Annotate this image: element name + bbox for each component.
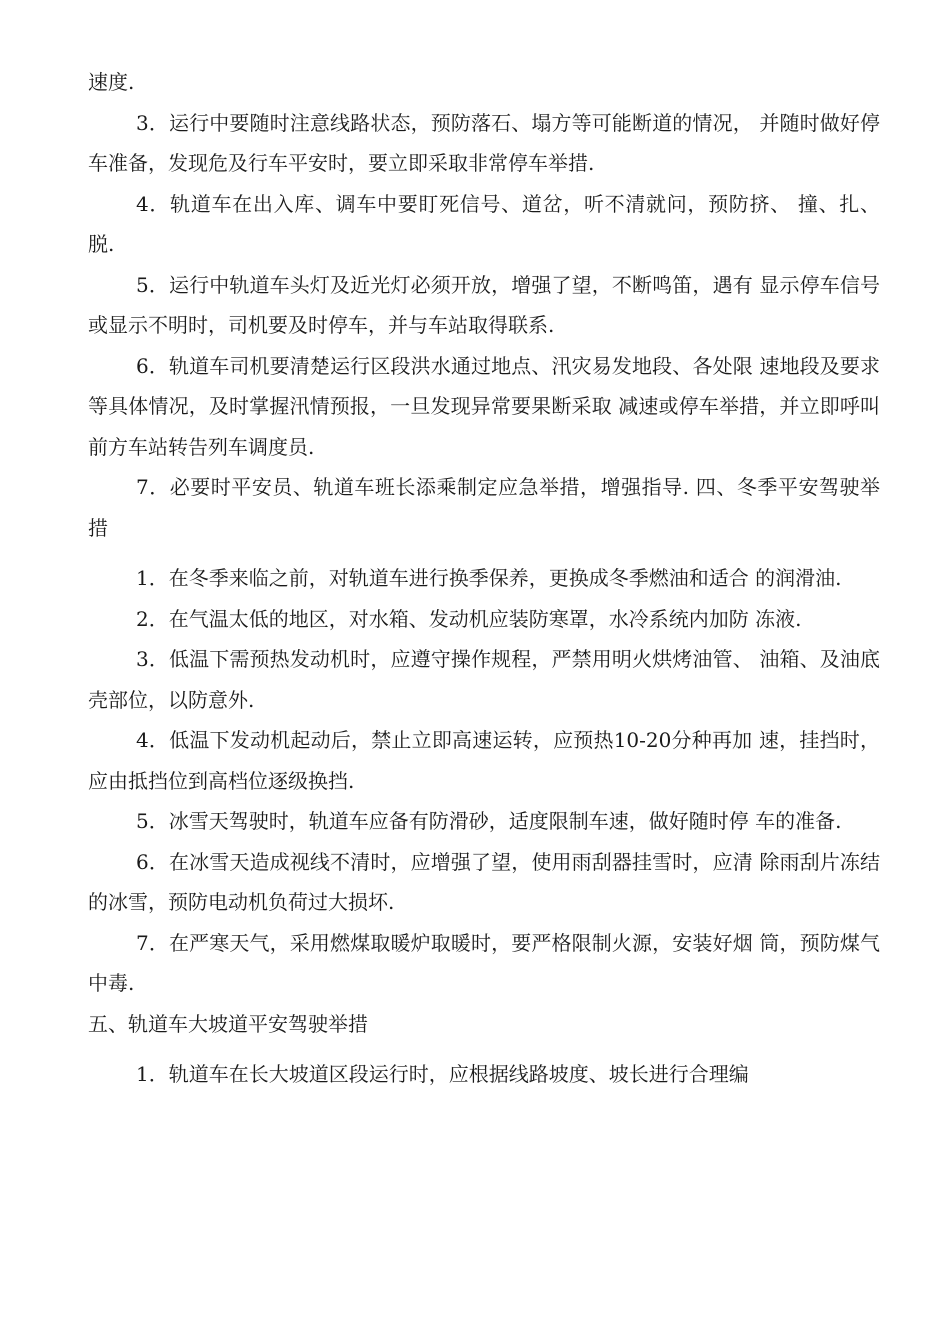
paragraph-flood-item-7: 7．必要时平安员、轨道车班长添乘制定应急举措，增强指导. 四、冬季平安驾驶举措	[88, 475, 880, 540]
document-body	[88, 62, 880, 1095]
paragraph-continuation: 速度.	[88, 70, 135, 94]
paragraph-flood-item-4: 4．轨道车在出入库、调车中要盯死信号、道岔，听不清就问，预防挤、 撞、扎、脱.	[88, 191, 880, 256]
paragraph-winter-item-5: 5．冰雪天驾驶时，轨道车应备有防滑砂，适度限制车速，做好随时停 车的准备.	[136, 809, 842, 833]
paragraph-flood-item-5: 5．运行中轨道车头灯及近光灯必须开放，增强了望，不断鸣笛，遇有 显示停车信号或显示不明时，司机要及时停车，并与车站取得联系.	[88, 272, 880, 337]
paragraph-flood-item-3: 3．运行中要随时注意线路状态，预防落石、塌方等可能断道的情况， 并随时做好停车准备，发现危及行车平安时，要立即采取非常停车举措.	[88, 110, 880, 175]
paragraph-winter-item-2: 2．在气温太低的地区，对水箱、发动机应装防寒罩，水冷系统内加防 冻液.	[136, 606, 802, 631]
section-heading-slope: 五、轨道车大坡道平安驾驶举措	[88, 1011, 368, 1036]
paragraph-flood-item-6: 6．轨道车司机要清楚运行区段洪水通过地点、汛灾易发地段、各处限 速地段及要求等具体情况，及时掌握汛情预报，一旦发现异常要果断采取 减速或停车举措，并立即呼叫前方车站转告列车调度员.	[88, 353, 880, 459]
paragraph-winter-item-1: 1．在冬季来临之前，对轨道车进行换季保养，更换成冬季燃油和适合 的润滑油.	[136, 566, 842, 590]
paragraph-winter-item-7: 7．在严寒天气，采用燃煤取暖炉取暖时，要严格限制火源，安装好烟 筒，预防煤气中毒.	[88, 930, 880, 995]
paragraph-winter-item-3: 3．低温下需预热发动机时，应遵守操作规程，严禁用明火烘烤油管、 油箱、及油底壳部位，以防意外.	[88, 647, 880, 712]
paragraph-winter-item-4: 4．低温下发动机起动后，禁止立即高速运转，应预热10-20分种再加 速，挂挡时，应由抵挡位到高档位逐级换挡.	[88, 728, 880, 793]
paragraph-winter-item-6: 6．在冰雪天造成视线不清时，应增强了望，使用雨刮器挂雪时，应清 除雨刮片冻结的冰雪，预防电动机负荷过大损坏.	[88, 849, 880, 914]
paragraph-slope-item-1: 1．轨道车在长大坡道区段运行时，应根据线路坡度、坡长进行合理编	[136, 1062, 749, 1086]
